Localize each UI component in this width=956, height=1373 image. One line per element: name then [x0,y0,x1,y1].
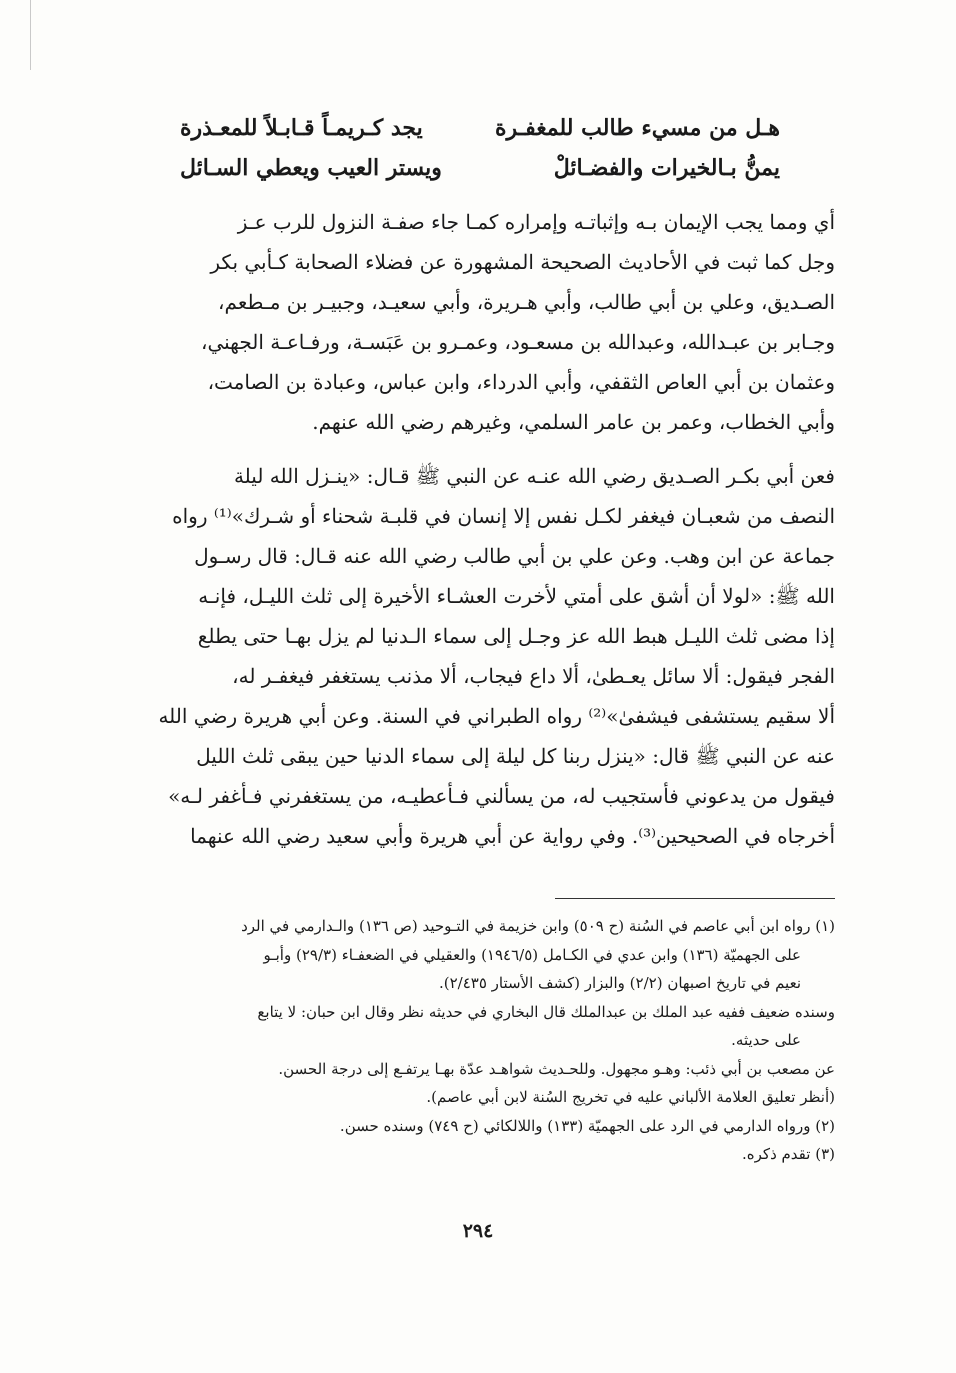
text-line: النصف من شعبـان فيغفر لكـل نفس إلا إنسان في قلبـة شحناء أو شـرك»⁽¹⁾ رواه [172,504,835,528]
text-line: وجـابر بن عبـدالله، وعبدالله بن مسعـود، وعمـرو بن عَبَسـة، ورفـاعـة الجهني، [200,330,835,354]
poem-line-1-first-hemistich: هـل من مسيء طالب للمغفـرة [494,115,780,141]
text-line: فيقول من يدعوني فأستجيب له، من يسألني فـأعطيـه، من يستغفرني فـأغفر لـه» [168,784,835,808]
paragraph-1 [128,202,835,442]
footnote-2: (٢) ورواه الدارمي في الرد على الجهميّة (١٣٣) واللالكائي (ح ٧٤٩) وسنده حسن. [339,1116,835,1135]
main-text [128,202,835,856]
poem-line-1-second-hemistich: يجد كـريمـاً قـابـلاً للمعـذرة [180,115,423,141]
text-line: أي ومما يجب الإيمان بـه وإثباتـه وإمراره كمـا جاء صفـة النزول للرب عـز [237,210,835,234]
text-line: جماعة عن ابن وهب. وعن علي بن أبي طالب رضي الله عنه قـال: قال رسـول [194,544,835,568]
text-line: وعثمان بن أبي العاص الثقفي، وأبي الدرداء، وابن عباس، وعبادة بن الصامت، [207,370,835,394]
poem-verses [180,108,780,188]
footnote-line: عن مصعب بن أبي ذئب: وهـو مجهول. وللحـديث شواهـد عدّة بهـا يرتفـع إلى درجة الحسن. [278,1059,835,1078]
footnote-line: على الجهميّة (١٣٦) وابن عدي في الكـامل (١٩٤٦/٥) والعقيلي في الضعفـاء (٢٩/٣) وأبـو [263,945,801,964]
text-line: عنه عن النبي ﷺ قال: «ينزل ربنا كل ليلة إلى سماء الدنيا حين يبقى ثلث الليل [196,744,835,768]
footnote-3: (٣) تقدم ذكره. [742,1145,835,1163]
scan-edge-line [30,0,31,70]
paragraph-gap [128,442,835,456]
footnotes [128,912,835,1169]
footnote-separator [555,898,835,899]
footnote-1 [128,912,835,1112]
text-line: الصـديق، وعلي بن أبي طالب، وأبي هـريرة، وأبي سعيـد، وجبيـر بن مـطعم، [218,290,835,314]
text-line: الله ﷺ: «لولا أن أشق على أمتي لأخرت العشـاء الأخيرة إلى ثلث الليـل، فإنـه [198,584,835,608]
poem-line-2 [180,148,780,188]
text-line: وجل كما ثبت في الأحاديث الصحيحة المشهورة عن فضلاء الصحابة كـأبي بكر [210,250,835,274]
poem-line-2-second-hemistich: ويستر العيب ويعطي السـائل [180,155,442,181]
text-line: الفجر فيقول: ألا سائل يعـطىٰ، ألا داع فيجاب، ألا مذنب يستغفر فيغفـر له، [232,664,835,688]
text-line: أخرجاه في الصحيحين⁽³⁾. وفي رواية عن أبي هريرة وأبي سعيد رضي الله عنهما [190,824,835,848]
text-line: إذا مضى ثلث الليـل هبط الله عز وجـل إلى سماء الـدنيا لم يزل بهـا حتى يطلع [197,624,835,648]
footnote-line: وسنده ضعيف ففيه عبد الملك بن عبدالملك قال البخاري في حديثه نظر وقال ابن حبان: لا يتابع [257,1002,835,1021]
text-line: فعن أبي بكـر الصـديق رضي الله عنـه عن النبي ﷺ قـال: «ينـزل الله ليلة [233,464,835,488]
page-number: ٢٩٤ [462,1220,494,1242]
poem-line-1 [180,108,780,148]
text-line: ألا سقيم يستشفى فيشفىٰ»⁽²⁾ رواه الطبراني في السنة. وعن أبي هريرة رضي الله [158,704,835,728]
text-line: وأبي الخطاب، وعمر بن عامر السلمي، وغيرهم رضي الله عنهم. [312,410,835,434]
footnote-line: (١) رواه ابن أبي عاصم في السُنة (ح ٥٠٩) وابن خزيمة في التـوحيد (ص ١٣٦) والـدارمي في الرد [241,917,835,935]
footnote-line: على حديثه. [731,1031,801,1049]
poem-line-2-first-hemistich: يمنُّ بـالخيرات والفضـائلْ [553,155,780,181]
paragraph-2 [128,456,835,856]
footnote-line: نعيم في تاريخ اصبهان (٢/٢) والبزار (كشف الأستار ٢/٤٣٥). [438,974,801,992]
footnote-line: (أنظر تعليق العلامة الألباني عليه في تخريج السُنة لابن أبي عاصم). [426,1088,835,1106]
